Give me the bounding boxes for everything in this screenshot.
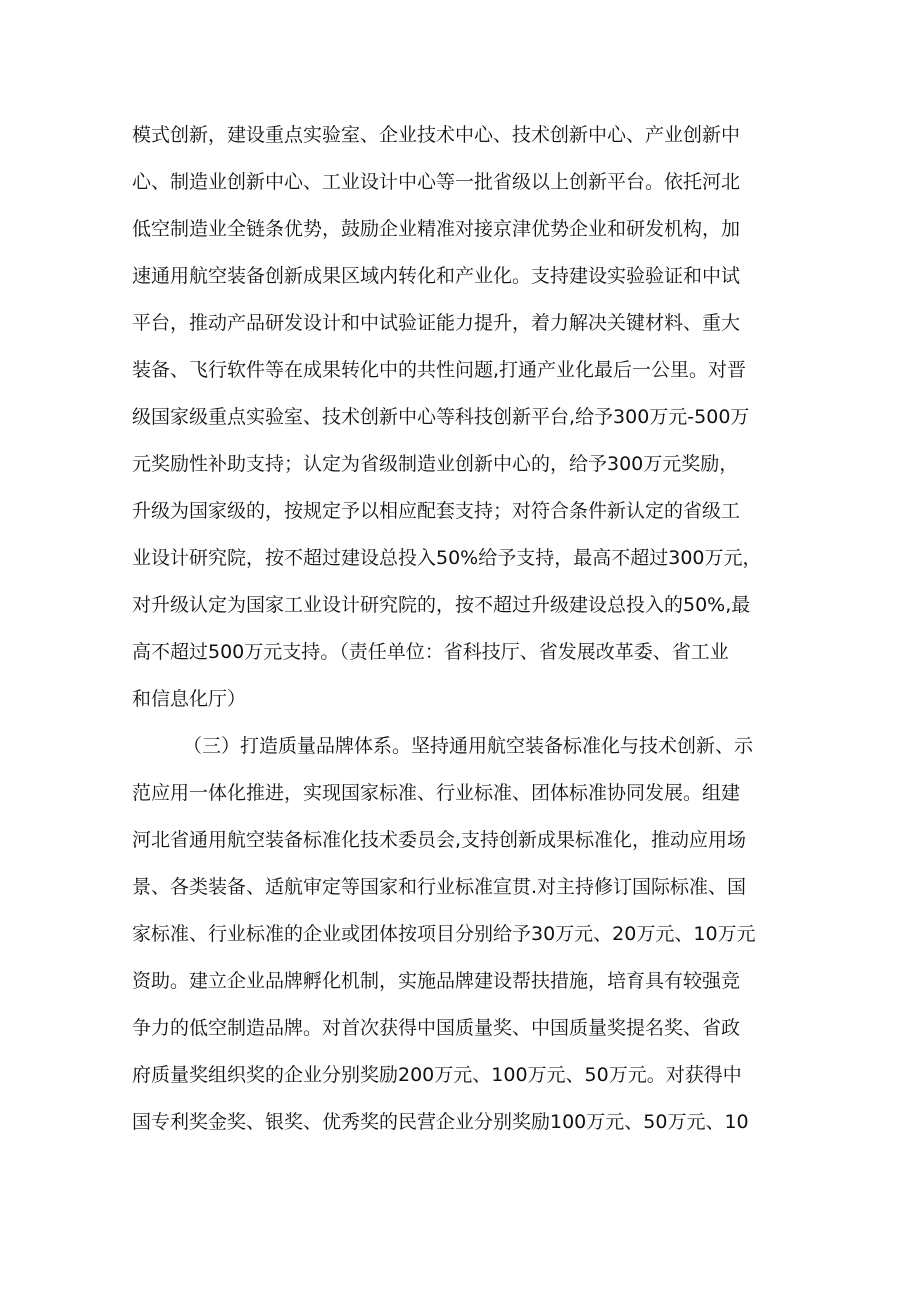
text-line: 模式创新，建设重点实验室、企业技术中心、技术创新中心、产业创新中 <box>132 124 741 146</box>
text-line: 府质量奖组织奖的企业分别奖励200万元、100万元、50万元。对获得中 <box>132 1064 742 1086</box>
text-line: 景、各类装备、适航审定等国家和行业标准宣贯.对主持修订国际标准、国 <box>132 876 747 898</box>
text-line: 对升级认定为国家工业设计研究院的，按不超过升级建设总投入的50%,最 <box>132 594 751 616</box>
text-line: 心、制造业创新中心、工业设计中心等一批省级以上创新平台。依托河北 <box>132 171 741 193</box>
section-heading-line: （三）打造质量品牌体系。坚持通用航空装备标准化与技术创新、示 <box>183 735 754 757</box>
text-line: 家标准、行业标准的企业或团体按项目分别给予30万元、20万元、10万元 <box>132 923 756 945</box>
text-line: 元奖励性补助支持；认定为省级制造业创新中心的，给予300万元奖励， <box>132 453 739 475</box>
text-line: 范应用一体化推进，实现国家标准、行业标准、团体标准协同发展。组建 <box>132 782 741 804</box>
text-line: 平台，推动产品研发设计和中试验证能力提升，着力解决关键材料、重大 <box>132 312 741 334</box>
text-line: 低空制造业全链条优势，鼓励企业精准对接京津优势企业和研发机构，加 <box>132 218 741 240</box>
text-line: 国专利奖金奖、银奖、优秀奖的民营企业分别奖励100万元、50万元、10 <box>132 1111 749 1133</box>
text-line: 高不超过500万元支持。（责任单位：省科技厅、省发展改革委、省工业 <box>132 641 729 663</box>
document-body <box>132 112 792 1146</box>
text-line: 争力的低空制造品牌。对首次获得中国质量奖、中国质量奖提名奖、省政 <box>132 1017 741 1039</box>
text-line: 速通用航空装备创新成果区域内转化和产业化。支持建设实验验证和中试 <box>132 265 741 287</box>
text-line: 资助。建立企业品牌孵化机制，实施品牌建设帮扶措施，培育具有较强竞 <box>132 970 741 992</box>
text-line: 装备、飞行软件等在成果转化中的共性问题,打通产业化最后一公里。对晋 <box>132 359 747 381</box>
text-line: 升级为国家级的，按规定予以相应配套支持；对符合条件新认定的省级工 <box>132 500 741 522</box>
text-line: 业设计研究院，按不超过建设总投入50%给予支持，最高不超过300万元， <box>132 547 762 569</box>
text-line: 和信息化厅） <box>132 688 247 710</box>
text-line: 河北省通用航空装备标准化技术委员会,支持创新成果标准化，推动应用场 <box>132 829 747 851</box>
text-line: 级国家级重点实验室、技术创新中心等科技创新平台,给予300万元-500万 <box>132 406 750 428</box>
